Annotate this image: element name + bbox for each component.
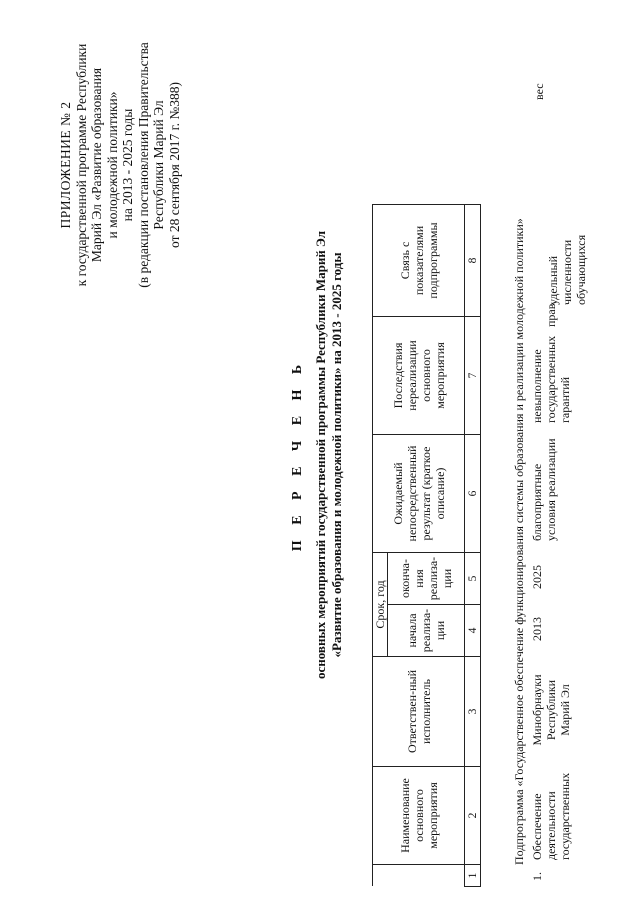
column-header-result: Ожидаемый непосредственный результат (краткое описание) bbox=[373, 435, 465, 553]
appendix-line: Марий Эл «Развитие образования bbox=[89, 67, 104, 263]
row1-result bbox=[530, 438, 558, 541]
row1-link-line: удельный bbox=[546, 255, 560, 305]
column-header-end: оконча-ния реализа-ции bbox=[388, 553, 465, 605]
row1-result-line: условия реализации bbox=[544, 438, 558, 541]
appendix-line: (в редакции постановления Правительства bbox=[135, 42, 151, 288]
column-number: 7 bbox=[465, 317, 481, 435]
appendix-line: на 2013 - 2025 годы bbox=[120, 108, 135, 222]
row1-responsible-line: Минобрнауки bbox=[530, 674, 544, 746]
appendix-line: Республики Марий Эл bbox=[151, 100, 166, 230]
column-number: 1 bbox=[465, 865, 481, 887]
row1-result-line: благоприятные bbox=[530, 463, 544, 541]
column-number: 2 bbox=[465, 767, 481, 865]
row1-consequences-line: гарантий bbox=[558, 376, 572, 423]
subprogram-title: Подпрограмма «Государственное обеспечение функционирования системы образования и реализации молодежной политики» bbox=[512, 218, 526, 865]
appendix-line: от 28 сентября 2017 г. №388) bbox=[166, 82, 182, 248]
column-header-consequences: Последствия нереализации основного мероприятия bbox=[373, 317, 465, 435]
column-number: 8 bbox=[465, 205, 481, 317]
measures-table bbox=[372, 204, 481, 887]
row1-consequences-line: государственных bbox=[544, 335, 558, 423]
row1-link-line: обучающихся bbox=[574, 234, 588, 305]
column-header-link: Связь с показателями подпрограммы bbox=[373, 205, 465, 317]
row1-name-line: Обеспечение bbox=[530, 793, 544, 860]
column-header-term: Срок, год bbox=[373, 553, 388, 657]
row1-end: 2025 bbox=[530, 565, 544, 589]
row1-consequences-line: невыполнение bbox=[530, 349, 544, 423]
document-subtitle-line: «Развитие образования и молодежной политики» на 2013 - 2025 годы bbox=[328, 252, 344, 658]
appendix-line: к государственной программе Республики bbox=[73, 43, 89, 287]
row1-number: 1. bbox=[530, 872, 544, 881]
column-header-number bbox=[373, 865, 465, 887]
column-header-responsible: Ответствен-ный исполнитель bbox=[373, 657, 465, 767]
row1-name bbox=[530, 773, 572, 860]
row1-responsible-line: Марий Эл bbox=[558, 684, 572, 736]
row1-start: 2013 bbox=[530, 617, 544, 641]
row1-consequences bbox=[530, 336, 572, 423]
row1-link-line: численности bbox=[560, 239, 574, 305]
row1-responsible bbox=[530, 655, 572, 765]
document-heading bbox=[290, 65, 344, 845]
document-title: П Е Р Е Ч Е Н Ь bbox=[290, 358, 305, 552]
row1-link bbox=[546, 235, 588, 305]
appendix-block bbox=[58, 25, 182, 305]
column-number: 3 bbox=[465, 657, 481, 767]
column-number: 5 bbox=[465, 553, 481, 605]
appendix-title: ПРИЛОЖЕНИЕ № 2 bbox=[58, 101, 73, 229]
column-number-row bbox=[465, 205, 481, 887]
column-number: 4 bbox=[465, 605, 481, 657]
appendix-line: и молодежной политики» bbox=[104, 91, 120, 239]
row1-link-top: вес bbox=[532, 83, 546, 100]
document-subtitle-line: основных мероприятий государственной программы Республики Марий Эл bbox=[313, 231, 328, 680]
column-header-name: Наименование основного мероприятия bbox=[373, 767, 465, 865]
row1-responsible-line: Республики bbox=[544, 679, 558, 741]
row1-name-line: государственных bbox=[558, 772, 572, 860]
row1-consequences-tail: прав bbox=[544, 303, 558, 327]
column-number: 6 bbox=[465, 435, 481, 553]
column-header-start: начала реализа-ции bbox=[388, 605, 465, 657]
row1-name-line: деятельности bbox=[544, 791, 558, 860]
